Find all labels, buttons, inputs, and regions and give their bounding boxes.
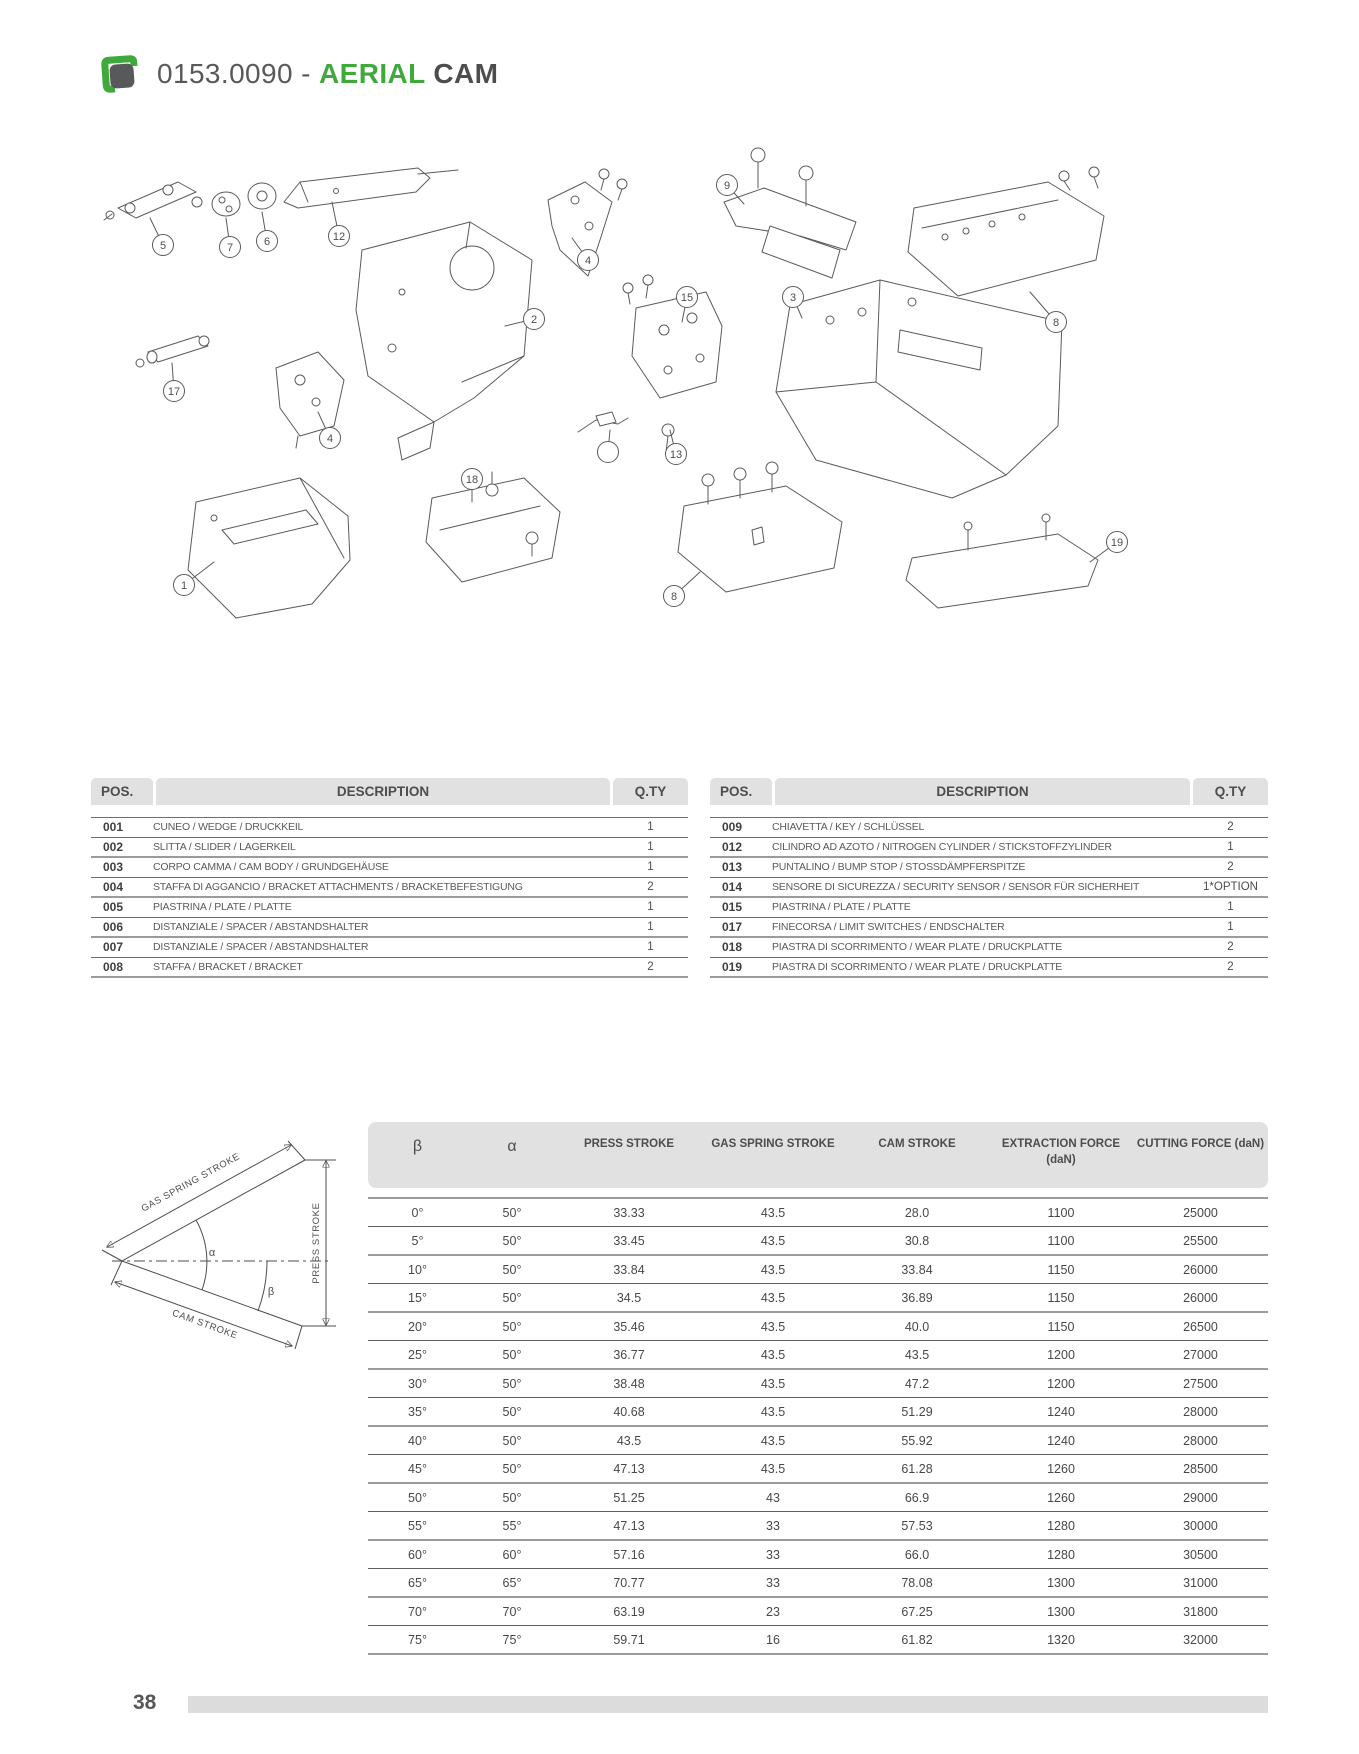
part-description: CUNEO / WEDGE / DRUCKKEIL xyxy=(153,821,304,834)
stroke-cell: 43.5 xyxy=(760,1461,786,1476)
callout-label-8: 8 xyxy=(670,590,678,603)
part-description: CILINDRO AD AZOTO / NITROGEN CYLINDER / STICKSTOFFZYLINDER xyxy=(772,840,1112,853)
part-pos: 003 xyxy=(103,860,124,875)
callout-label-6: 6 xyxy=(263,235,271,248)
stroke-cell: 66.0 xyxy=(904,1547,930,1562)
stroke-col-header-0: β xyxy=(412,1138,423,1155)
callout-label-18: 18 xyxy=(465,473,479,486)
stroke-cell: 1150 xyxy=(1047,1262,1075,1277)
stroke-cell: 33.84 xyxy=(613,1262,645,1277)
callout-label-7: 7 xyxy=(226,241,234,254)
stroke-cell: 30000 xyxy=(1183,1518,1218,1533)
part-qty: 2 xyxy=(1227,941,1234,954)
stroke-cell: 5° xyxy=(411,1233,424,1248)
callout-label-8: 8 xyxy=(1052,316,1060,329)
parts-row-002 xyxy=(91,838,688,859)
parts-row-008 xyxy=(91,958,688,979)
part-pos: 018 xyxy=(722,940,743,955)
stroke-cell: 50° xyxy=(502,1347,522,1362)
stroke-cell: 40.68 xyxy=(613,1404,645,1419)
stroke-col-header-3: GAS SPRING STROKE xyxy=(711,1138,835,1150)
gas-spring-stroke-label: GAS SPRING STROKE xyxy=(139,1151,243,1215)
stroke-cell: 34.5 xyxy=(616,1290,642,1305)
stroke-cell: 33.33 xyxy=(613,1205,645,1220)
stroke-cell: 31800 xyxy=(1183,1604,1218,1619)
stroke-cell: 60° xyxy=(502,1547,522,1562)
part-pos: 012 xyxy=(722,839,743,854)
stroke-cell: 1260 xyxy=(1047,1461,1075,1476)
stroke-cell: 55° xyxy=(502,1518,522,1533)
col-pos: POS. xyxy=(710,778,772,805)
stroke-cell: 55° xyxy=(408,1518,427,1533)
stroke-cell: 50° xyxy=(502,1319,522,1334)
stroke-cell: 50° xyxy=(502,1490,522,1505)
part-qty: 1 xyxy=(647,861,654,874)
part-pos: 015 xyxy=(722,900,743,915)
callout-label-2: 2 xyxy=(530,313,538,326)
stroke-cell: 23 xyxy=(766,1604,780,1619)
parts-row-015 xyxy=(710,898,1268,918)
stroke-cell: 26500 xyxy=(1183,1319,1218,1334)
stroke-cell: 1200 xyxy=(1047,1347,1075,1362)
stroke-cell: 28000 xyxy=(1183,1404,1218,1419)
stroke-cell: 26000 xyxy=(1183,1262,1218,1277)
parts-row-007 xyxy=(91,938,688,958)
part-description: PIASTRA DI SCORRIMENTO / WEAR PLATE / DRUCKPLATTE xyxy=(772,941,1063,954)
stroke-cell: 1200 xyxy=(1047,1376,1075,1391)
col-qty: Q.TY xyxy=(1193,778,1268,805)
stroke-cell: 59.71 xyxy=(613,1632,645,1647)
part-description: CORPO CAMMA / CAM BODY / GRUNDGEHÄUSE xyxy=(153,861,389,874)
part-pos: 001 xyxy=(103,820,124,835)
brand-logo-icon xyxy=(93,50,141,98)
stroke-cell: 32000 xyxy=(1183,1632,1218,1647)
stroke-cell: 47.13 xyxy=(613,1461,645,1476)
stroke-cell: 43.5 xyxy=(760,1347,786,1362)
stroke-cell: 65° xyxy=(408,1575,427,1590)
callout-label-14: 14 xyxy=(601,446,615,459)
stroke-cell: 31000 xyxy=(1183,1575,1218,1590)
part-description: SENSORE DI SICUREZZA / SECURITY SENSOR / SENSOR FÜR SICHERHEIT xyxy=(772,880,1140,893)
stroke-cell: 75° xyxy=(502,1632,522,1647)
stroke-row-40° xyxy=(368,1427,1268,1455)
stroke-cell: 50° xyxy=(502,1433,522,1448)
stroke-cell: 50° xyxy=(502,1233,522,1248)
part-pos: 008 xyxy=(103,959,124,974)
stroke-cell: 50° xyxy=(502,1205,522,1220)
part-pos: 006 xyxy=(103,919,124,934)
stroke-cell: 1150 xyxy=(1047,1290,1075,1305)
stroke-col-header-2: PRESS STROKE xyxy=(583,1138,675,1150)
footer-bar xyxy=(188,1696,1268,1713)
stroke-cell: 1260 xyxy=(1047,1490,1075,1505)
stroke-cell: 35° xyxy=(408,1404,427,1419)
stroke-row-55° xyxy=(368,1512,1268,1541)
parts-table-right-header xyxy=(710,778,1268,805)
stroke-row-70° xyxy=(368,1598,1268,1626)
stroke-table-body xyxy=(368,1197,1268,1655)
stroke-cell: 43 xyxy=(766,1490,780,1505)
stroke-cell: 29000 xyxy=(1183,1490,1218,1505)
stroke-cell: 51.25 xyxy=(613,1490,645,1505)
parts-table-right-body xyxy=(710,817,1268,978)
stroke-row-10° xyxy=(368,1256,1268,1284)
stroke-cell: 1320 xyxy=(1047,1632,1075,1647)
stroke-cell: 45° xyxy=(408,1461,427,1476)
stroke-cell: 57.16 xyxy=(613,1547,645,1562)
part-qty: 1 xyxy=(1227,901,1234,914)
part-pos: 009 xyxy=(722,820,743,835)
part-qty: 1 xyxy=(1227,920,1234,933)
stroke-cell: 61.82 xyxy=(901,1632,933,1647)
stroke-cell: 50° xyxy=(408,1490,427,1505)
stroke-cell: 43.5 xyxy=(760,1290,786,1305)
part-qty: 1*OPTION xyxy=(1203,880,1258,893)
stroke-cell: 40.0 xyxy=(904,1319,930,1334)
title-aerial: AERIAL xyxy=(319,58,426,89)
parts-table-right xyxy=(710,778,1268,978)
callout-label-3: 3 xyxy=(789,291,797,304)
callout-label-17: 17 xyxy=(167,385,181,398)
part-description: STAFFA DI AGGANCIO / BRACKET ATTACHMENTS / BRACKETBEFESTIGUNG xyxy=(153,880,523,893)
stroke-table-header xyxy=(368,1122,1268,1188)
part-qty: 1 xyxy=(647,901,654,914)
parts-row-004 xyxy=(91,878,688,899)
callout-label-15: 15 xyxy=(680,291,694,304)
page-number: 38 xyxy=(133,1691,157,1714)
part-qty: 1 xyxy=(647,840,654,853)
col-qty: Q.TY xyxy=(613,778,688,805)
part-pos: 014 xyxy=(722,879,743,894)
parts-table-left-header xyxy=(91,778,688,805)
stroke-cell: 36.89 xyxy=(901,1290,933,1305)
stroke-cell: 75° xyxy=(408,1632,427,1647)
press-stroke-label: PRESS STROKE xyxy=(311,1202,322,1284)
part-qty: 1 xyxy=(1227,840,1234,853)
stroke-cell: 27000 xyxy=(1183,1347,1218,1362)
part-pos: 017 xyxy=(722,919,743,934)
stroke-cell: 26000 xyxy=(1183,1290,1218,1305)
part-qty: 2 xyxy=(1227,960,1234,973)
stroke-cell: 28.0 xyxy=(904,1205,930,1220)
stroke-cell: 43.5 xyxy=(760,1233,786,1248)
stroke-cell: 43.5 xyxy=(616,1433,642,1448)
page-title xyxy=(157,58,498,90)
stroke-cell: 30500 xyxy=(1183,1547,1218,1562)
stroke-row-15° xyxy=(368,1284,1268,1313)
alpha-label: α xyxy=(208,1247,216,1259)
stroke-cell: 70° xyxy=(408,1604,427,1619)
stroke-cell: 33 xyxy=(766,1518,780,1533)
parts-row-017 xyxy=(710,918,1268,939)
part-description: DISTANZIALE / SPACER / ABSTANDSHALTER xyxy=(153,941,369,954)
callout-label-9: 9 xyxy=(723,179,731,192)
stroke-cell: 61.28 xyxy=(901,1461,933,1476)
parts-row-013 xyxy=(710,858,1268,878)
stroke-cell: 15° xyxy=(408,1290,427,1305)
stroke-cell: 38.48 xyxy=(613,1376,645,1391)
stroke-cell: 47.2 xyxy=(904,1376,930,1391)
callout-label-5: 5 xyxy=(159,239,167,252)
cam-stroke-label: CAM STROKE xyxy=(170,1307,240,1342)
stroke-cell: 25500 xyxy=(1183,1233,1218,1248)
stroke-cell: 65° xyxy=(502,1575,522,1590)
stroke-cell: 28000 xyxy=(1183,1433,1218,1448)
stroke-cell: 57.53 xyxy=(901,1518,933,1533)
part-pos: 005 xyxy=(103,900,124,915)
stroke-cell: 66.9 xyxy=(904,1490,930,1505)
stroke-cell: 25° xyxy=(408,1347,427,1362)
part-description: PIASTRINA / PLATE / PLATTE xyxy=(772,901,911,914)
stroke-data-table xyxy=(368,1122,1268,1655)
stroke-cell: 1280 xyxy=(1047,1518,1075,1533)
stroke-cell: 28500 xyxy=(1183,1461,1218,1476)
exploded-parts-diagram xyxy=(0,130,1359,675)
stroke-cell: 33 xyxy=(766,1575,780,1590)
part-qty: 2 xyxy=(1227,861,1234,874)
stroke-cell: 27500 xyxy=(1183,1376,1218,1391)
stroke-row-60° xyxy=(368,1541,1268,1569)
part-qty: 1 xyxy=(647,941,654,954)
part-pos: 019 xyxy=(722,959,743,974)
stroke-cell: 43.5 xyxy=(760,1404,786,1419)
stroke-row-25° xyxy=(368,1341,1268,1370)
stroke-cell: 63.19 xyxy=(613,1604,645,1619)
stroke-cell: 78.08 xyxy=(901,1575,933,1590)
parts-row-014 xyxy=(710,878,1268,899)
callout-label-1: 1 xyxy=(180,579,188,592)
stroke-row-35° xyxy=(368,1398,1268,1427)
parts-row-009 xyxy=(710,817,1268,838)
stroke-row-75° xyxy=(368,1626,1268,1655)
stroke-row-45° xyxy=(368,1455,1268,1484)
part-qty: 2 xyxy=(647,880,654,893)
stroke-row-30° xyxy=(368,1370,1268,1398)
stroke-cell: 51.29 xyxy=(901,1404,933,1419)
part-description: DISTANZIALE / SPACER / ABSTANDSHALTER xyxy=(153,920,369,933)
stroke-row-65° xyxy=(368,1569,1268,1598)
stroke-cell: 60° xyxy=(408,1547,427,1562)
stroke-cell: 43.5 xyxy=(760,1433,786,1448)
parts-row-018 xyxy=(710,938,1268,958)
callout-label-12: 12 xyxy=(332,230,346,243)
beta-label: β xyxy=(267,1286,275,1298)
product-code: 0153.0090 - xyxy=(157,58,320,89)
stroke-col-header-1: α xyxy=(507,1138,517,1155)
stroke-row-50° xyxy=(368,1484,1268,1512)
parts-row-019 xyxy=(710,958,1268,979)
stroke-cell: 1150 xyxy=(1047,1319,1075,1334)
part-qty: 1 xyxy=(647,821,654,834)
stroke-cell: 20° xyxy=(408,1319,427,1334)
stroke-cell: 43.5 xyxy=(760,1319,786,1334)
stroke-cell: 30.8 xyxy=(904,1233,930,1248)
stroke-cell: 33.45 xyxy=(613,1233,645,1248)
parts-row-012 xyxy=(710,838,1268,859)
stroke-cell: 47.13 xyxy=(613,1518,645,1533)
parts-table-left xyxy=(91,778,688,978)
stroke-cell: 1300 xyxy=(1047,1604,1075,1619)
stroke-cell: 43.5 xyxy=(760,1205,786,1220)
stroke-cell: 70° xyxy=(502,1604,522,1619)
part-qty: 2 xyxy=(1227,821,1234,834)
part-description: STAFFA / BRACKET / BRACKET xyxy=(153,960,303,973)
stroke-row-5° xyxy=(368,1227,1268,1256)
stroke-cell: 43.5 xyxy=(760,1376,786,1391)
parts-row-001 xyxy=(91,817,688,838)
title-cam-text: CAM xyxy=(433,58,499,89)
part-pos: 002 xyxy=(103,839,124,854)
part-description: PUNTALINO / BUMP STOP / STOSSDÄMPFERSPITZE xyxy=(772,861,1026,874)
stroke-cell: 33 xyxy=(766,1547,780,1562)
col-pos: POS. xyxy=(91,778,153,805)
col-description: DESCRIPTION xyxy=(775,778,1190,805)
stroke-cell: 0° xyxy=(411,1205,424,1220)
callout-label-4: 4 xyxy=(326,432,334,445)
parts-table-left-body xyxy=(91,817,688,978)
part-description: PIASTRA DI SCORRIMENTO / WEAR PLATE / DRUCKPLATTE xyxy=(772,960,1063,973)
stroke-angle-drawing xyxy=(92,1103,342,1353)
part-description: SLITTA / SLIDER / LAGERKEIL xyxy=(153,840,296,853)
stroke-cell: 35.46 xyxy=(613,1319,645,1334)
part-pos: 007 xyxy=(103,940,124,955)
parts-row-006 xyxy=(91,918,688,939)
stroke-cell: 1240 xyxy=(1047,1404,1075,1419)
stroke-cell: 1240 xyxy=(1047,1433,1075,1448)
part-description: FINECORSA / LIMIT SWITCHES / ENDSCHALTER xyxy=(772,920,1005,933)
stroke-cell: 55.92 xyxy=(901,1433,933,1448)
stroke-cell: 40° xyxy=(408,1433,427,1448)
stroke-cell: 30° xyxy=(408,1376,427,1391)
parts-row-003 xyxy=(91,858,688,878)
stroke-cell: 1100 xyxy=(1047,1233,1075,1248)
stroke-cell: 50° xyxy=(502,1461,522,1476)
stroke-cell: 70.77 xyxy=(613,1575,645,1590)
part-pos: 004 xyxy=(103,879,124,894)
stroke-cell: 50° xyxy=(502,1290,522,1305)
stroke-cell: 25000 xyxy=(1183,1205,1218,1220)
stroke-cell: 16 xyxy=(766,1632,780,1647)
stroke-cell: 43.5 xyxy=(760,1262,786,1277)
parts-row-005 xyxy=(91,898,688,918)
stroke-cell: 36.77 xyxy=(613,1347,645,1362)
stroke-cell: 50° xyxy=(502,1404,522,1419)
stroke-cell: 50° xyxy=(502,1376,522,1391)
page-header xyxy=(93,50,498,98)
col-description: DESCRIPTION xyxy=(156,778,610,805)
stroke-cell: 1280 xyxy=(1047,1547,1075,1562)
part-pos: 013 xyxy=(722,860,743,875)
callout-label-19: 19 xyxy=(1110,536,1124,549)
callout-label-13: 13 xyxy=(669,448,683,461)
stroke-col-header-5: EXTRACTION FORCE (daN) xyxy=(1001,1138,1121,1166)
stroke-col-header-4: CAM STROKE xyxy=(878,1138,956,1150)
callout-label-4: 4 xyxy=(584,254,592,267)
stroke-cell: 1100 xyxy=(1047,1205,1075,1220)
stroke-cell: 50° xyxy=(502,1262,522,1277)
stroke-cell: 10° xyxy=(408,1262,427,1277)
stroke-cell: 43.5 xyxy=(904,1347,930,1362)
stroke-cell: 67.25 xyxy=(901,1604,933,1619)
stroke-row-20° xyxy=(368,1313,1268,1341)
stroke-row-0° xyxy=(368,1199,1268,1227)
part-description: PIASTRINA / PLATE / PLATTE xyxy=(153,901,292,914)
stroke-cell: 1300 xyxy=(1047,1575,1075,1590)
stroke-cell: 33.84 xyxy=(901,1262,933,1277)
part-description: CHIAVETTA / KEY / SCHLÜSSEL xyxy=(772,821,925,834)
stroke-col-header-6: CUTTING FORCE (daN) xyxy=(1136,1138,1265,1150)
part-qty: 2 xyxy=(647,960,654,973)
part-qty: 1 xyxy=(647,920,654,933)
